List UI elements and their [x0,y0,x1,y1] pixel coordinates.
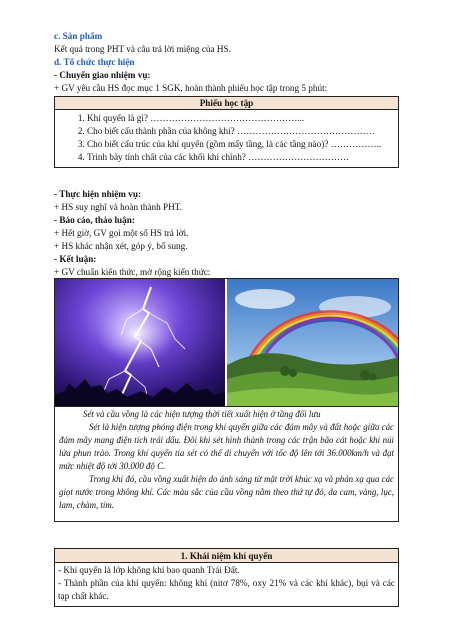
step1-title: - Chuyển giao nhiệm vụ: [54,70,151,80]
knowledge-body [55,563,398,606]
step3-line2: + HS khác nhận xét, góp ý, bổ sung. [54,241,188,251]
worksheet-header: Phiếu học tập [55,97,398,110]
step2-text: + HS suy nghĩ và hoàn thành PHT. [54,202,183,212]
worksheet-item: 2. Cho biết cấu thành phần của không khí? ……………………………………… [87,125,392,138]
step2-title: - Thực hiện nhiệm vụ: [54,189,142,199]
worksheet-list [55,110,398,167]
knowledge-table [54,548,399,607]
worksheet-item: 4. Trình bày tính chất của các khối khí chính? …………………………… [87,151,392,164]
section-d-title: d. Tổ chức thực hiện [54,57,135,67]
knowledge-header: 1. Khái niệm khí quyển [55,549,398,563]
info-para2: Trong khi đó, cầu vồng xuất hiện do ánh sáng từ mặt trời khúc xạ và phản xạ qua các giọt nước trong không khí. Các màu sắc của cầu vồng nằm theo thứ tự đỏ, da cam, vàng, lục, lam, chàm, tím. [59,474,394,510]
step3-line1: + Hết giờ, GV gọi một số HS trả lời. [54,228,189,238]
worksheet-table [54,96,399,168]
knowledge-line2: - Thành phần của khí quyển: không khí (nitơ 78%, oxy 21% và các khí khác), bụi và các tạp chất khác. [58,578,395,601]
info-para1: Sét là hiện tượng phóng điện trong khí quyển giữa các đám mây và đất hoặc giữa các đám mây mang điện tích trái dấu. Đôi khi sét hình thành trong các trận bão cát hoặc khi núi lửa phun trào. Trong khí quyển tia sét có thể di chuyển với tốc độ lên tới 36.000km/h và đạt mức nhiệt độ tới 30.000 độ C. [59,422,394,471]
step3-title: - Báo cáo, thảo luận: [54,215,135,225]
step4-text: + GV chuẩn kiến thức, mở rộng kiến thức: [54,267,211,277]
lightning-photo [55,279,225,407]
knowledge-line1: - Khí quyển là lớp không khí bao quanh Trái Đất. [58,565,240,575]
step4-title: - Kết luận: [54,254,97,264]
worksheet-item: 3. Cho biết cấu trúc của khí quyển (gồm mấy tầng, là các tầng nào)? …………….. [87,138,392,151]
section-c-text: Kết quả trong PHT và câu trả lời miệng của HS. [54,44,231,54]
worksheet-item: 1. Khí quyển là gì? …………………………………………... [87,112,392,125]
info-caption: Sét và cầu vồng là các hiện tượng thời tiết xuất hiện ở tầng đối lưu [83,409,321,419]
images-box [54,278,399,407]
step1-text: + GV yêu cầu HS đọc mục 1 SGK, hoàn thành phiếu học tập trong 5 phút: [54,83,328,93]
section-c-title: c. Sản phẩm [54,31,103,41]
rainbow-photo [227,279,399,407]
info-box [54,406,399,522]
